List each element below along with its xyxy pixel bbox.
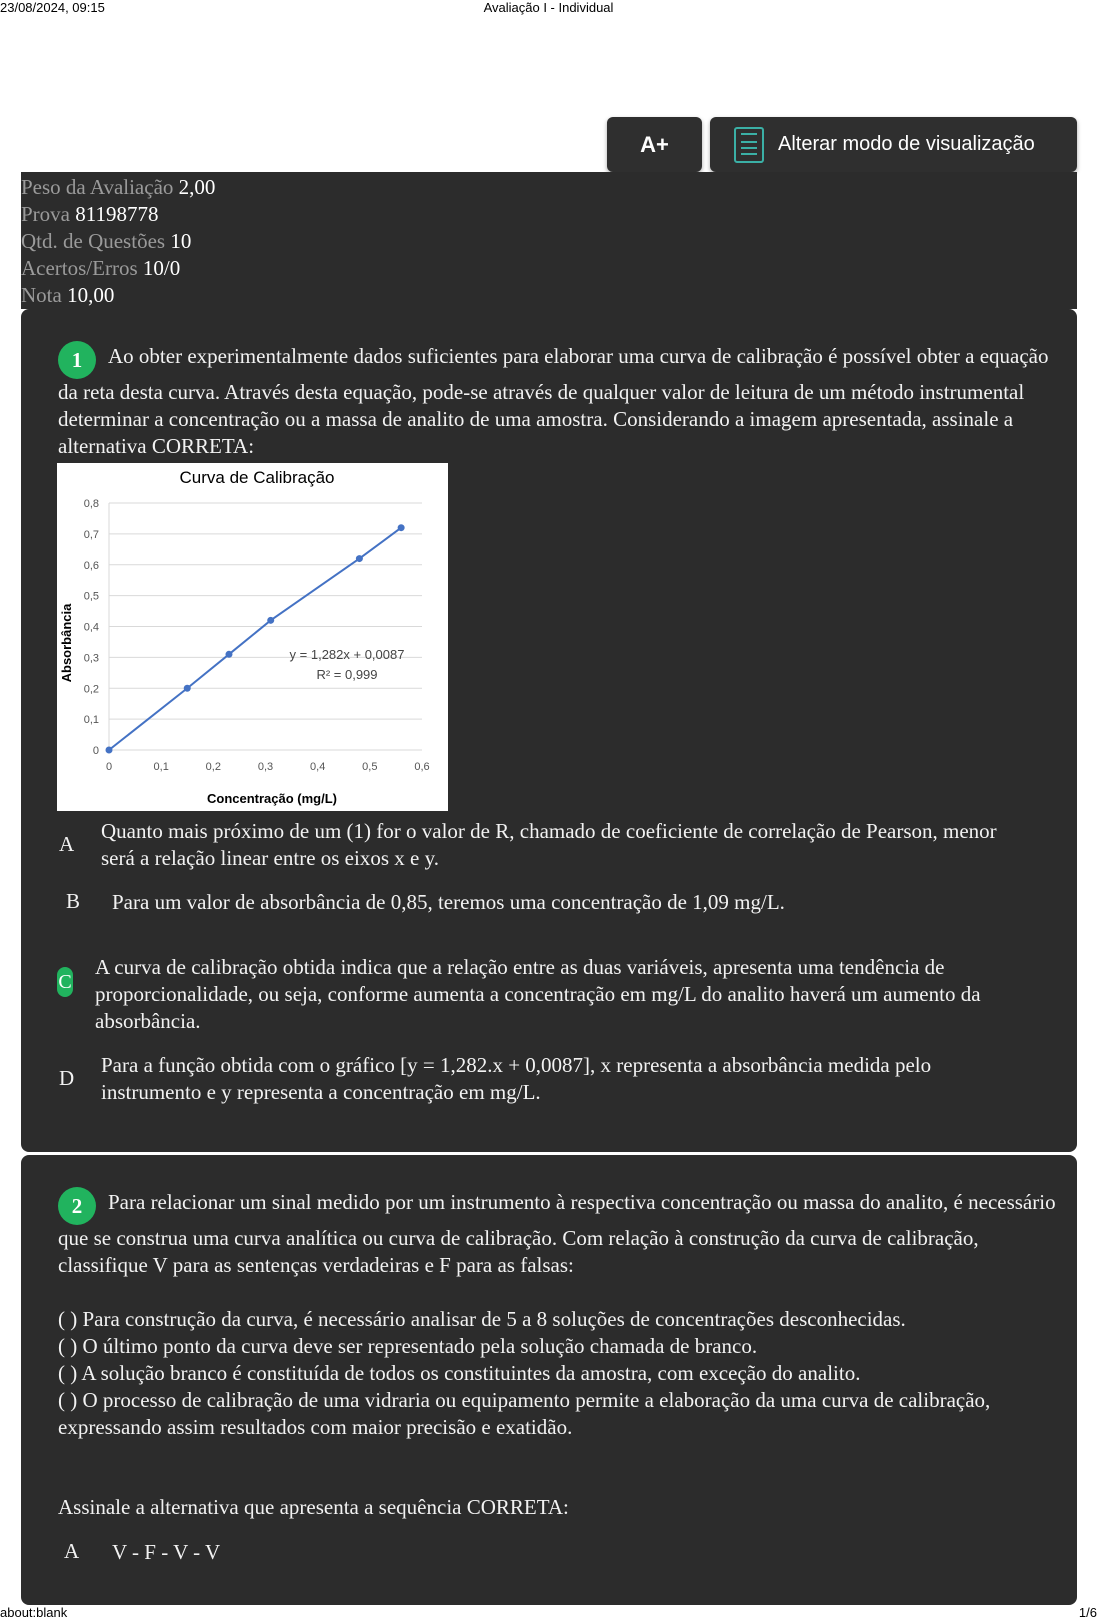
evaluation-summary <box>21 172 1077 309</box>
chart-data-point <box>356 555 363 562</box>
alternative-b-text[interactable]: Para um valor de absorbância de 0,85, teremos uma concentração de 1,09 mg/L. <box>112 890 785 914</box>
chart-x-tick-label: 0,3 <box>257 761 274 773</box>
question-card-1 <box>21 309 1077 1152</box>
print-url: about:blank <box>0 1605 68 1620</box>
statement-item: ( ) O processo de calibração de uma vidraria ou equipamento permite a elaboração da uma curva de calibração, expressando assim resultados com maior precisão e exatidão. <box>58 1388 991 1439</box>
chart-data-point <box>267 617 274 624</box>
chart-x-tick-label: 0,1 <box>153 761 169 773</box>
calibration-chart <box>57 463 448 811</box>
alternative-a-letter[interactable]: A <box>59 832 75 856</box>
statement-item: ( ) Para construção da curva, é necessário analisar de 5 a 8 soluções de concentrações desconhecidas. <box>58 1307 906 1331</box>
chart-y-tick-label: 0 <box>92 745 99 757</box>
chart-x-tick-label: 0 <box>105 761 113 773</box>
chart-x-tick-label: 0,6 <box>414 761 430 773</box>
chart-y-tick-label: 0,3 <box>83 652 99 665</box>
print-footer <box>0 1605 1097 1621</box>
question-2-text: 2 Para relacionar um sinal medido por um instrumento à respectiva concentração ou massa do analito, é necessário que se construa uma curva analítica ou curva de calibração. Com relação à construção da curva de calibração, classifique V para as sentenças verdadeiras e F para as falsas: <box>58 1187 1058 1279</box>
chart-y-tick-label: 0,2 <box>83 683 99 696</box>
chart-y-tick-label: 0,6 <box>83 559 99 572</box>
alternative-d-letter[interactable]: D <box>59 1066 75 1090</box>
chart-x-label: Concentração (mg/L) <box>206 791 338 806</box>
view-mode-label: Alterar modo de visualização <box>778 133 1035 155</box>
chart-data-point <box>106 747 113 754</box>
question-2-instruction: Assinale a alternativa que apresenta a sequência CORRETA: <box>58 1495 569 1519</box>
font-size-button[interactable]: A+ <box>607 117 702 172</box>
alternative-a-text[interactable]: Quanto mais próximo de um (1) for o valor de R, chamado de coeficiente de correlação de Pearson, menor será a relação linear entre os eixos x e y. <box>101 819 997 870</box>
chart-y-label: Absorbância <box>59 603 74 683</box>
chart-data-point <box>184 685 191 692</box>
alternative-a-text[interactable]: V - F - V - V <box>112 1540 221 1564</box>
statement-item: ( ) A solução branco é constituída de todos os constituintes da amostra, com exceção do analito. <box>58 1361 861 1385</box>
question-card-2 <box>21 1155 1077 1605</box>
summary-row-exam: Prova 81198778 <box>21 202 159 226</box>
statements-list <box>58 1306 1058 1441</box>
print-datetime: 23/08/2024, 09:15 <box>0 0 105 15</box>
view-mode-button[interactable] <box>710 117 1077 172</box>
question-number-badge: 2 <box>58 1187 96 1225</box>
summary-row-grade: Nota 10,00 <box>21 283 115 307</box>
alternative-d-text[interactable]: Para a função obtida com o gráfico [y = 1,282.x + 0,0087], x representa a absorbância medida pelo instrumento e y representa a concentração em mg/L. <box>101 1053 932 1104</box>
alternative-c-letter-correct[interactable]: C <box>57 967 73 997</box>
summary-row-weight: Peso da Avaliação 2,00 <box>21 175 216 199</box>
alternative-a-letter[interactable]: A <box>64 1539 80 1563</box>
summary-row-question-count: Qtd. de Questões 10 <box>21 229 192 253</box>
print-title: Avaliação I - Individual <box>483 0 614 15</box>
chart-r2: R² = 0,999 <box>316 667 378 682</box>
print-header <box>0 0 1097 16</box>
question-1-text: 1 Ao obter experimentalmente dados suficientes para elaborar uma curva de calibração é possível obter a equação da reta desta curva. Através desta equação, pode-se através de qualquer valor de leitura de um método instrumental determinar a concentração ou a massa de analito de uma amostra. Considerando a imagem apresentada, assinale a alternativa CORRETA: <box>58 341 1058 460</box>
chart-y-tick-label: 0,5 <box>83 590 99 603</box>
summary-row-hits-errors: Acertos/Erros 10/0 <box>21 256 181 280</box>
chart-title: Curva de Calibração <box>179 468 335 487</box>
statement-item: ( ) O último ponto da curva deve ser representado pela solução chamada de branco. <box>58 1334 758 1358</box>
question-number-badge: 1 <box>58 341 96 379</box>
chart-x-tick-label: 0,2 <box>205 761 221 773</box>
chart-x-tick-label: 0,4 <box>310 761 326 773</box>
chart-y-tick-label: 0,4 <box>83 621 99 634</box>
chart-x-tick-label: 0,5 <box>362 761 378 773</box>
chart-y-tick-label: 0,7 <box>83 528 99 541</box>
chart-y-tick-label: 0,8 <box>83 498 99 510</box>
chart-data-point <box>225 651 232 658</box>
chart-equation: y = 1,282x + 0,0087 <box>289 647 405 662</box>
alternative-b-letter[interactable]: B <box>66 889 81 913</box>
chart-data-point <box>398 524 405 531</box>
alternative-c-text[interactable]: A curva de calibração obtida indica que a relação entre as duas variáveis, apresenta uma tendência de proporcionalidade, ou seja, conforme aumenta a concentração em mg/L do analito haverá um aumento da absorbância. <box>95 955 981 1033</box>
print-page-number: 1/6 <box>1078 1605 1097 1620</box>
chart-y-tick-label: 0,1 <box>83 714 99 727</box>
document-icon <box>734 127 764 163</box>
